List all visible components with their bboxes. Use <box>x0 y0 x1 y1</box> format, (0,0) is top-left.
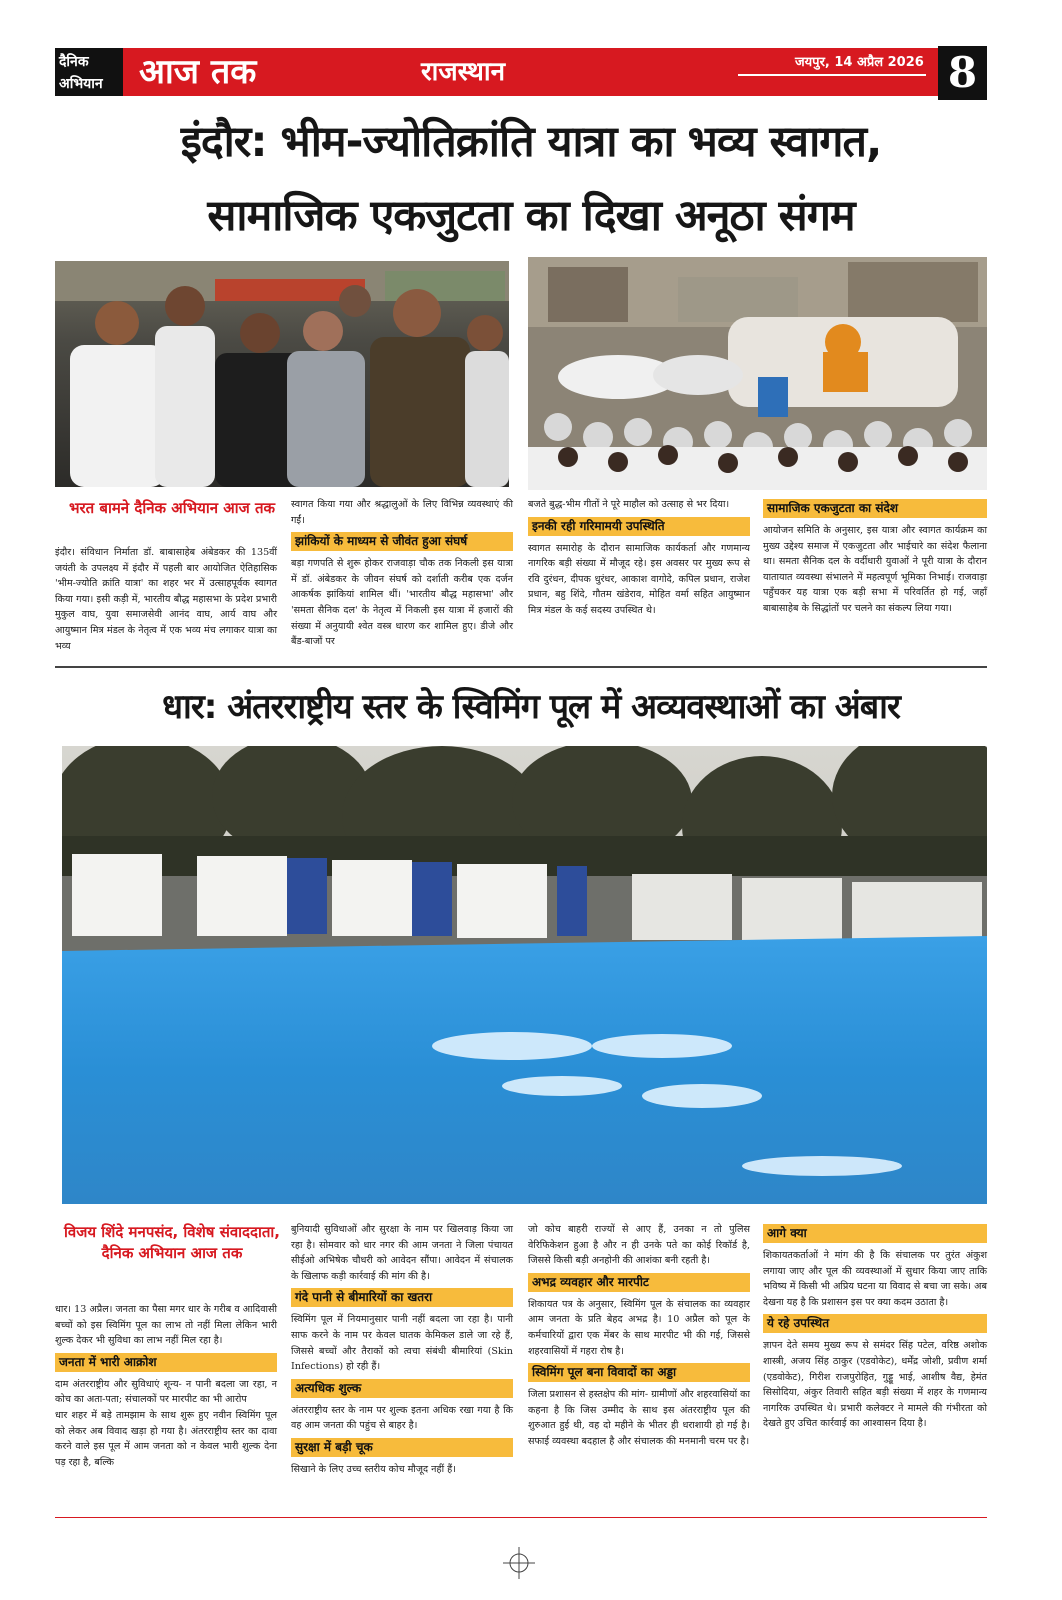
section-name: राजस्थान <box>421 57 506 87</box>
footer-rule <box>55 1517 987 1518</box>
registration-mark-icon <box>503 1547 535 1579</box>
story2-col1-text: धार। 13 अप्रैल। जनता का पैसा मगर धार के गरीब व आदिवासी बच्चों को इस स्विमिंग पूल का लाभ तो नहीं मिला लेकिन भारी शुल्क देकर भी सुविधा का लाभ नहीं मिल रहा है। <box>55 1304 277 1347</box>
story2-col4-subhead2: ये रहे उपस्थित <box>763 1314 987 1333</box>
story2-col2-text1: स्विमिंग पूल में नियमानुसार पानी नहीं बदला जा रहा है। पानी साफ करने के नाम पर केवल घातक केमिकल डाले जा रहे हैं, जिससे बच्चों और तैराकों को त्वचा संबंधी बीमारियां (Skin Infections) हो रही हैं। <box>291 1314 513 1373</box>
story1-col3-lead: बजते बुद्ध-भीम गीतों ने पूरे माहौल को उत्साह से भर दिया। <box>528 499 730 510</box>
story2-col2-text2: अंतरराष्ट्रीय स्तर के नाम पर शुल्क इतना अधिक रखा गया है कि वह आम जनता की पहुंच से बाहर है। <box>291 1404 513 1432</box>
story1-col3-subhead: इनकी रही गरिमामयी उपस्थिति <box>528 517 750 536</box>
story1-col1-text: इंदौर। संविधान निर्माता डॉ. बाबासाहेब अंबेडकर की 135वीं जयंती के उपलक्ष्य में इंदौर में पहली बार आयोजित ऐतिहासिक 'भीम-ज्योति क्रांति यात्रा' का शहर भर में उत्साहपूर्वक स्वागत किया गया। इसी कड़ी में, भारतीय बौद्ध महासभा के प्रदेश प्रभारी मुकुल वाघ, युवा समाजसेवी आनंद वाघ, आर्य वाघ और आयुष्मान मित्र मंडल के नेतृत्व में एक भव्य मंच लगाकर यात्रा का भव्य <box>55 547 277 652</box>
story1-col4-text: आयोजन समिति के अनुसार, इस यात्रा और स्वागत कार्यक्रम का मुख्य उद्देश्य समाज में एकजुटता और भाईचारे का संदेश फैलाना था। समता सैनिक दल के वर्दीधारी युवाओं ने पूरी यात्रा के दौरान यातायात व्यवस्था संभालने में महत्वपूर्ण भूमिका निभाई। राजवाड़ा पहुँचकर यह यात्रा एक बड़ी सभा में परिवर्तित हो गई, जहाँ बाबासाहेब के सिद्धांतों पर चलने का संकल्प लिया गया। <box>763 525 987 614</box>
story1-col4-subhead: सामाजिक एकजुटता का संदेश <box>763 499 987 518</box>
page-number: 8 <box>938 46 987 100</box>
section-divider <box>55 666 987 668</box>
group-portrait-photo <box>55 261 509 487</box>
story1-column-1 <box>55 545 277 654</box>
story2-col4-text2: ज्ञापन देते समय मुख्य रूप से समंदर सिंह पटेल, वरिष्ठ अशोक शास्त्री, अजय सिंह ठाकुर (एडवोकेट), धर्मेंद्र जोशी, प्रवीण शर्मा (एडवोकेट), गिरीश राजपुरोहित, गुड्डू भाई, आशीष वैद्य, हेमंत सिसोदिया, अंकुर तिवारी सहित बड़ी संख्या में शहर के गणमान्य नागरिक उपस्थित थे। प्रभारी कलेक्टर ने मामले की गंभीरता को देखते हुए उचित कार्रवाई का आश्वासन दिया है। <box>763 1340 987 1430</box>
story2-column-2 <box>291 1222 513 1478</box>
story2-col2-subhead1: गंदे पानी से बीमारियों का खतरा <box>291 1288 513 1307</box>
story2-col2-subhead3: सुरक्षा में बड़ी चूक <box>291 1438 513 1457</box>
story1-column-2 <box>291 497 513 650</box>
story2-col1-subhead: जनता में भारी आक्रोश <box>55 1353 277 1372</box>
story2-byline: विजय शिंदे मनपसंद, विशेष संवाददाता, दैनिक अभियान आज तक <box>63 1223 281 1262</box>
procession-photo <box>528 257 987 490</box>
edition-date: जयपुर, 14 अप्रैल 2026 <box>795 55 924 70</box>
story2-col4-subhead1: आगे क्या <box>763 1224 987 1243</box>
story2-col3-lead: जो कोच बाहरी राज्यों से आए हैं, उनका न तो पुलिस वेरिफिकेशन हुआ है और न ही उनके पते का कोई रिकॉर्ड है, जिससे किसी बड़ी अनहोनी की आशंका बनी रहती है। <box>528 1224 750 1267</box>
story2-col3-subhead1: अभद्र व्यवहार और मारपीट <box>528 1273 750 1292</box>
story2-col4-text1: शिकायतकर्ताओं ने मांग की है कि संचालक पर तुरंत अंकुश लगाया जाए और पूल की व्यवस्थाओं में सुधार किया जाए ताकि भविष्य में किसी भी अप्रिय घटना या विवाद से बचा जा सके। अब देखना यह है कि प्रशासन इस पर क्या कदम उठाता है। <box>763 1250 987 1308</box>
story2-column-4 <box>763 1220 987 1432</box>
story2-col1-text3: धार शहर में बड़े तामझाम के साथ शुरू हुए नवीन स्विमिंग पूल को लेकर अब विवाद खड़ा हो गया है। अंतरराष्ट्रीय स्तर का दावा करने वाले इस पूल में आम जनता को न केवल भारी शुल्क देना पड़ रहा है, बल्कि <box>55 1409 277 1468</box>
story1-col2-lead: स्वागत किया गया और श्रद्धालुओं के लिए विभिन्न व्यवस्थाएं की गईं। <box>291 499 513 526</box>
logo-line1: दैनिक <box>59 54 89 70</box>
story1-column-4 <box>763 495 987 617</box>
story2-col2-subhead2: अत्यधिक शुल्क <box>291 1379 513 1398</box>
story2-column-3 <box>528 1222 750 1450</box>
story1-col2-subhead: झांकियों के माध्यम से जीवंत हुआ संघर्ष <box>291 532 513 551</box>
masthead <box>55 46 987 100</box>
logo-line2: अभियान <box>59 76 103 92</box>
story2-column-1 <box>55 1302 277 1470</box>
story1-col3-text: स्वागत समारोह के दौरान सामाजिक कार्यकर्ता और गणमान्य नागरिक बड़ी संख्या में मौजूद रहे। इस अवसर पर मुख्य रूप से रवि दुरंधन, दीपक धुरंधर, आकाश वागोदे, कपिल प्रधान, राजेश प्रधान, बहु शिंदे, गौतम खंडेराव, मोहित वर्मा सहित आयुष्मान मित्र मंडल के कई सदस्य उपस्थित थे। <box>528 542 750 616</box>
story1-headline-line1: इंदौर: भीम-ज्योतिक्रांति यात्रा का भव्य स्वागत, <box>180 117 882 167</box>
story2-col3-text2: जिला प्रशासन से हस्तक्षेप की मांग- ग्रामीणों और शहरवासियों का कहना है कि जिस उम्मीद के साथ इस अंतरराष्ट्रीय पूल की शुरुआत हुई थी, वह दो महीने के भीतर ही धराशायी हो गई है। सफाई व्यवस्था बदहाल है और संचालक की मनमानी चरम पर है। <box>528 1389 750 1447</box>
story1-column-3 <box>528 497 750 619</box>
story2-col3-text1: शिकायत पत्र के अनुसार, स्विमिंग पूल के संचालक का व्यवहार आम जनता के प्रति बेहद अभद्र है। 10 अप्रैल को पूल के कर्मचारियों द्वारा एक मेंबर के साथ मारपीट भी की गई, जिससे शहरवासियों में गहरा रोष है। <box>528 1298 750 1357</box>
date-underline <box>738 74 926 76</box>
story1-col2-text: बड़ा गणपति से शुरू होकर राजवाड़ा चौक तक निकली इस यात्रा में डॉ. अंबेडकर के जीवन संघर्ष को दर्शाती करीब एक दर्जन आकर्षक झांकियां शामिल थीं। 'भारतीय बौद्ध महासभा' और 'समता सैनिक दल' के नेतृत्व में निकली इस यात्रा में हजारों की संख्या में अनुयायी श्वेत वस्त्र धारण कर शामिल हुए। डीजे और बैंड-बाजों पर <box>291 558 513 648</box>
story2-col2-text3: सिखाने के लिए उच्च स्तरीय कोच मौजूद नहीं हैं। <box>291 1463 456 1475</box>
story1-byline: भरत बामने दैनिक अभियान आज तक <box>68 499 276 517</box>
story2-headline: धार: अंतरराष्ट्रीय स्तर के स्विमिंग पूल में अव्यवस्थाओं का अंबार <box>162 687 900 727</box>
swimming-pool-photo <box>62 746 987 1204</box>
story2-col2-lead: बुनियादी सुविधाओं और सुरक्षा के नाम पर खिलवाड़ किया जा रहा है। सोमवार को धार नगर की आम जनता ने जिला पंचायत सीईओ अभिषेक चौधरी को आवेदन सौंपा। आवेदन में संचालक के खिलाफ कड़ी कार्रवाई की मांग की है। <box>291 1224 513 1282</box>
story1-headline-line2: सामाजिक एकजुटता का दिखा अनूठा संगम <box>207 191 855 241</box>
story2-col1-text2: दाम अंतरराष्ट्रीय और सुविधाएं शून्य- न पानी बदला जा रहा, न कोच का अता-पता; संचालकों पर मारपीट का भी आरोप <box>55 1378 277 1406</box>
logo <box>55 48 123 96</box>
brand-name: आज तक <box>139 52 257 92</box>
story2-col3-subhead2: स्विमिंग पूल बना विवादों का अड्डा <box>528 1363 750 1382</box>
